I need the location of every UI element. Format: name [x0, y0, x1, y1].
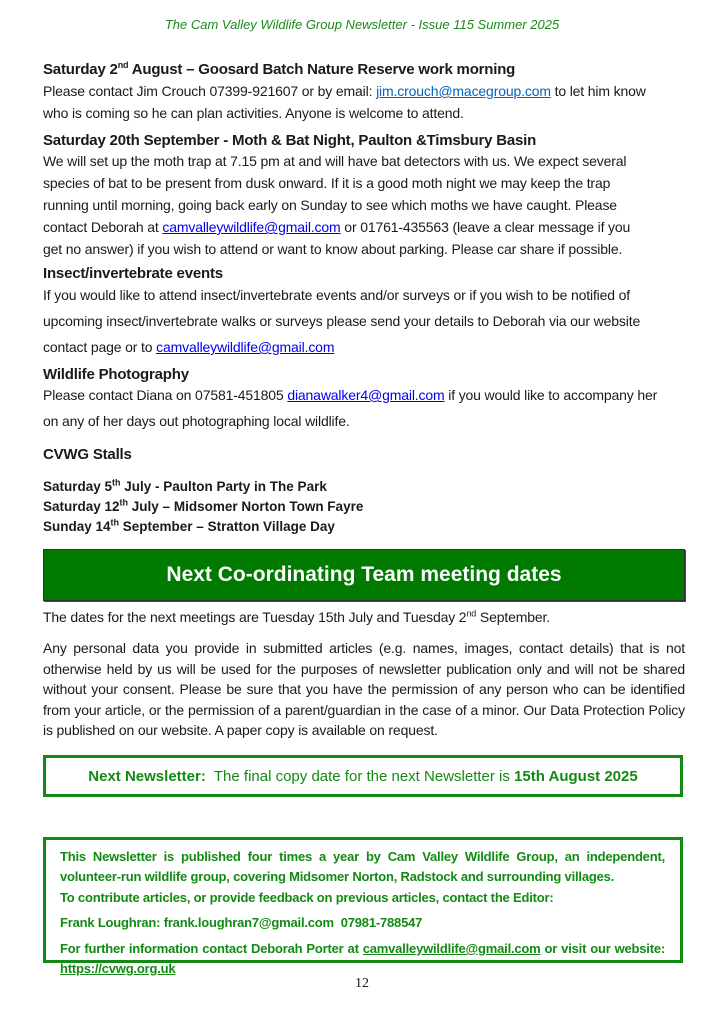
stalls-list — [43, 477, 363, 537]
body-text: species of bat to be present from dusk onward. If it is a good moth night we may keep the trap — [43, 175, 611, 191]
goosard-paragraph — [43, 80, 683, 124]
section-heading-insect: Insect/invertebrate events — [43, 265, 223, 282]
heading-text: Saturday 2 — [43, 61, 118, 78]
body-text: contact Deborah at — [43, 219, 163, 235]
next-newsletter-label: Next Newsletter: — [88, 767, 206, 785]
body-text: For further information contact Deborah Porter at — [60, 941, 363, 956]
email-link-jim-crouch[interactable]: jim.crouch@macegroup.com — [376, 83, 551, 99]
stall-text: Sunday 14 — [43, 519, 111, 534]
info-para-publication: This Newsletter is published four times a year by Cam Valley Wildlife Group, an independent, volunteer-run wildlife group, covering Midsomer Norton, Radstock and surrounding villages. — [60, 849, 665, 884]
ordinal-suffix: th — [119, 497, 129, 508]
email-link-camvalley[interactable]: camvalleywildlife@gmail.com — [362, 941, 541, 956]
email-link-camvalley[interactable]: camvalleywildlife@gmail.com — [156, 339, 335, 355]
email-link-diana[interactable]: dianawalker4@gmail.com — [287, 387, 445, 403]
body-text: contact page or to — [43, 339, 157, 355]
stall-text: September – Stratton Village Day — [119, 519, 335, 534]
page-number: 12 — [355, 976, 369, 991]
body-text: get no answer) if you wish to attend or want to know about parking. Please car share if possible. — [43, 241, 623, 257]
body-text: September. — [476, 609, 551, 625]
ordinal-suffix: nd — [117, 60, 129, 70]
body-text: or visit our website: — [540, 941, 666, 956]
copy-date: 15th August 2025 — [514, 767, 638, 785]
insect-paragraph — [43, 282, 708, 360]
stall-text: Saturday 12 — [43, 499, 120, 514]
body-text: on any of her days out photographing local wildlife. — [43, 413, 350, 429]
privacy-paragraph: Any personal data you provide in submitted articles (e.g. names, images, contact details) that is not otherwise held by us will be used for the purposes of newsletter publication only and will not be shared without your consent. Please be sure that you have the permission of any person who can be identified from your article, or the permission of a parent/guardian in the case of a minor. Our Data Protection Policy is published on our website. A paper copy is available on request. — [43, 640, 685, 738]
body-text: who is coming so he can plan activities. Anyone is welcome to attend. — [43, 105, 464, 121]
section-heading-stalls: CVWG Stalls — [43, 446, 132, 463]
ordinal-suffix: th — [112, 477, 121, 488]
newsletter-header: The Cam Valley Wildlife Group Newsletter - Issue 115 Summer 2025 — [164, 17, 560, 32]
stall-item — [43, 477, 363, 497]
body-text: The dates for the next meetings are Tuesday 15th July and Tuesday 2 — [43, 609, 467, 625]
photography-paragraph — [43, 382, 708, 434]
next-newsletter-text: The final copy date for the next Newsletter is — [205, 767, 515, 785]
heading-text: August – Goosard Batch Nature Reserve work morning — [128, 61, 516, 78]
section-heading-moth-bat: Saturday 20th September - Moth & Bat Night, Paulton &Timsbury Basin — [43, 132, 537, 149]
body-text: If you would like to attend insect/invertebrate events and/or surveys or if you wish to be notified of — [43, 287, 631, 303]
stall-text: July – Midsomer Norton Town Fayre — [128, 499, 364, 514]
moth-bat-paragraph — [43, 150, 703, 260]
info-para-contribute: To contribute articles, or provide feedback on previous articles, contact the Editor: — [60, 890, 554, 905]
meeting-dates-banner: Next Co-ordinating Team meeting dates — [43, 549, 685, 601]
meeting-dates-text — [43, 606, 703, 628]
next-newsletter-box — [43, 755, 683, 797]
website-link[interactable]: https://cvwg.org.uk — [60, 961, 176, 976]
body-text: running until morning, going back early on Sunday to see which moths we have caught. Please — [43, 197, 617, 213]
body-text: if you would like to accompany her — [444, 387, 658, 403]
body-text: Please contact Jim Crouch 07399-921607 or by email: — [43, 83, 377, 99]
ordinal-suffix: th — [110, 517, 120, 528]
info-para-further — [60, 939, 665, 979]
ordinal-suffix: nd — [466, 608, 477, 619]
body-text: to let him know — [550, 83, 646, 99]
stall-item — [43, 497, 363, 517]
stall-text: Saturday 5 — [43, 479, 113, 494]
section-heading-goosard — [43, 61, 515, 78]
body-text: We will set up the moth trap at 7.15 pm at and will have bat detectors with us. We expect several — [43, 153, 627, 169]
stall-item — [43, 517, 363, 537]
body-text: Please contact Diana on 07581-451805 — [43, 387, 288, 403]
body-text: upcoming insect/invertebrate walks or surveys please send your details to Deborah via our website — [43, 313, 641, 329]
section-heading-photography: Wildlife Photography — [43, 366, 189, 383]
email-link-camvalley[interactable]: camvalleywildlife@gmail.com — [162, 219, 341, 235]
body-text: or 01761-435563 (leave a clear message if you — [340, 219, 631, 235]
stall-text: July - Paulton Party in The Park — [120, 479, 327, 494]
info-para-editor: Frank Loughran: frank.loughran7@gmail.com 07981-788547 — [60, 915, 423, 930]
